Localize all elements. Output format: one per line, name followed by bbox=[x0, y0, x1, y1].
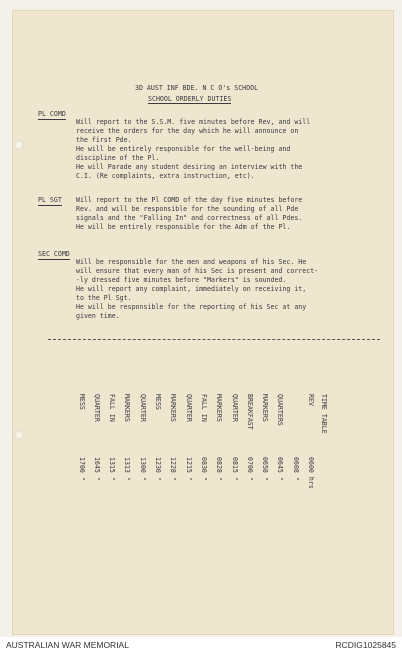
timetable-event: MARKERS bbox=[261, 394, 270, 422]
timetable-event: BREAKFAST bbox=[245, 394, 254, 430]
section-line: Will report to the Pl COMD of the day five minutes before bbox=[76, 196, 303, 204]
section-label: PL COMD bbox=[38, 110, 66, 118]
section-line: discipline of the Pl. bbox=[76, 154, 160, 162]
section-line: signals and the "Falling In" and correctness of all Pdes. bbox=[76, 214, 303, 222]
section-label: PL SGT bbox=[38, 196, 62, 204]
timetable-time: 1300 " bbox=[138, 457, 147, 481]
timetable-time: 0608 " bbox=[291, 457, 300, 481]
section-line: He will be responsible for the reporting of his Sec at any bbox=[76, 303, 307, 311]
footer-credit: AUSTRALIAN WAR MEMORIAL bbox=[6, 640, 129, 650]
timetable-event: QUARTER bbox=[184, 394, 193, 422]
timetable-event: QUARTER bbox=[138, 394, 147, 422]
footer-id: RCDIG1025845 bbox=[335, 640, 396, 650]
section-line: Will be responsible for the men and weapons of his Sec. He bbox=[76, 258, 307, 266]
timetable-time: 1700 " bbox=[77, 457, 86, 481]
section-line: Rev. and will be responsible for the sounding of all Pde bbox=[76, 205, 299, 213]
timetable-heading: TIME TABLE bbox=[320, 394, 328, 434]
section-line: He will be entirely responsible for the well-being and bbox=[76, 145, 291, 153]
timetable-time: 0828 " bbox=[215, 457, 224, 481]
timetable-time: 0658 " bbox=[261, 457, 270, 481]
timetable-time: 0830 " bbox=[199, 457, 208, 481]
punch-hole bbox=[14, 140, 24, 150]
timetable-event: QUARTERS bbox=[276, 394, 285, 426]
timetable-event: FALL IN bbox=[108, 394, 117, 422]
timetable-event: FALL IN bbox=[199, 394, 208, 422]
timetable-event: MARKERS bbox=[123, 394, 132, 422]
section-line: receive the orders for the day which he will announce on bbox=[76, 127, 299, 135]
timetable-event: MESS bbox=[77, 394, 86, 410]
section-line: to the Pl Sgt. bbox=[76, 294, 132, 302]
document-heading: 3D AUST INF BDE. N C O's SCHOOL bbox=[135, 84, 259, 92]
timetable-time: 0815 " bbox=[230, 457, 239, 481]
section-line: C.I. (Re complaints, extra instruction, etc). bbox=[76, 172, 255, 180]
section-line: -ly dressed five minutes before "Markers" is sounded. bbox=[76, 276, 287, 284]
timetable-event: REV bbox=[307, 394, 315, 406]
document-subheading: SCHOOL ORDERLY DUTIES bbox=[148, 95, 232, 103]
timetable-event: MARKERS bbox=[215, 394, 224, 422]
section-line: He will Parade any student desiring an interview with the bbox=[76, 163, 303, 171]
timetable-event: MARKERS bbox=[169, 394, 178, 422]
timetable-event: QUARTER bbox=[92, 394, 101, 422]
section-line: He will report any complaint, immediately on receiving it, bbox=[76, 285, 307, 293]
timetable-event: MESS bbox=[154, 394, 162, 410]
section-line: Will report to the S.S.M. five minutes before Rev, and will bbox=[76, 118, 311, 126]
footer-bar bbox=[0, 637, 402, 654]
divider-line bbox=[48, 339, 380, 340]
timetable-time: 0700 " bbox=[245, 457, 254, 481]
timetable-time: 1230 " bbox=[154, 457, 162, 481]
timetable-time: 1313 " bbox=[123, 457, 132, 481]
section-line: He will be entirely responsible for the Adm of the Pl. bbox=[76, 223, 291, 231]
timetable-event: QUARTER bbox=[230, 394, 239, 422]
timetable-time: 1645 " bbox=[92, 457, 101, 481]
punch-hole bbox=[14, 430, 24, 440]
section-line: given time. bbox=[76, 312, 120, 320]
section-label: SEC COMD bbox=[38, 250, 70, 258]
timetable-time: 0600 hrs bbox=[307, 457, 315, 489]
section-line: the first Pde. bbox=[76, 136, 132, 144]
timetable-time: 0645 " bbox=[276, 457, 285, 481]
timetable-time: 1315 " bbox=[108, 457, 117, 481]
section-line: will ensure that every man of his Sec is present and correct- bbox=[76, 267, 319, 275]
timetable-time: 1228 " bbox=[169, 457, 178, 481]
timetable-time: 1215 " bbox=[184, 457, 193, 481]
